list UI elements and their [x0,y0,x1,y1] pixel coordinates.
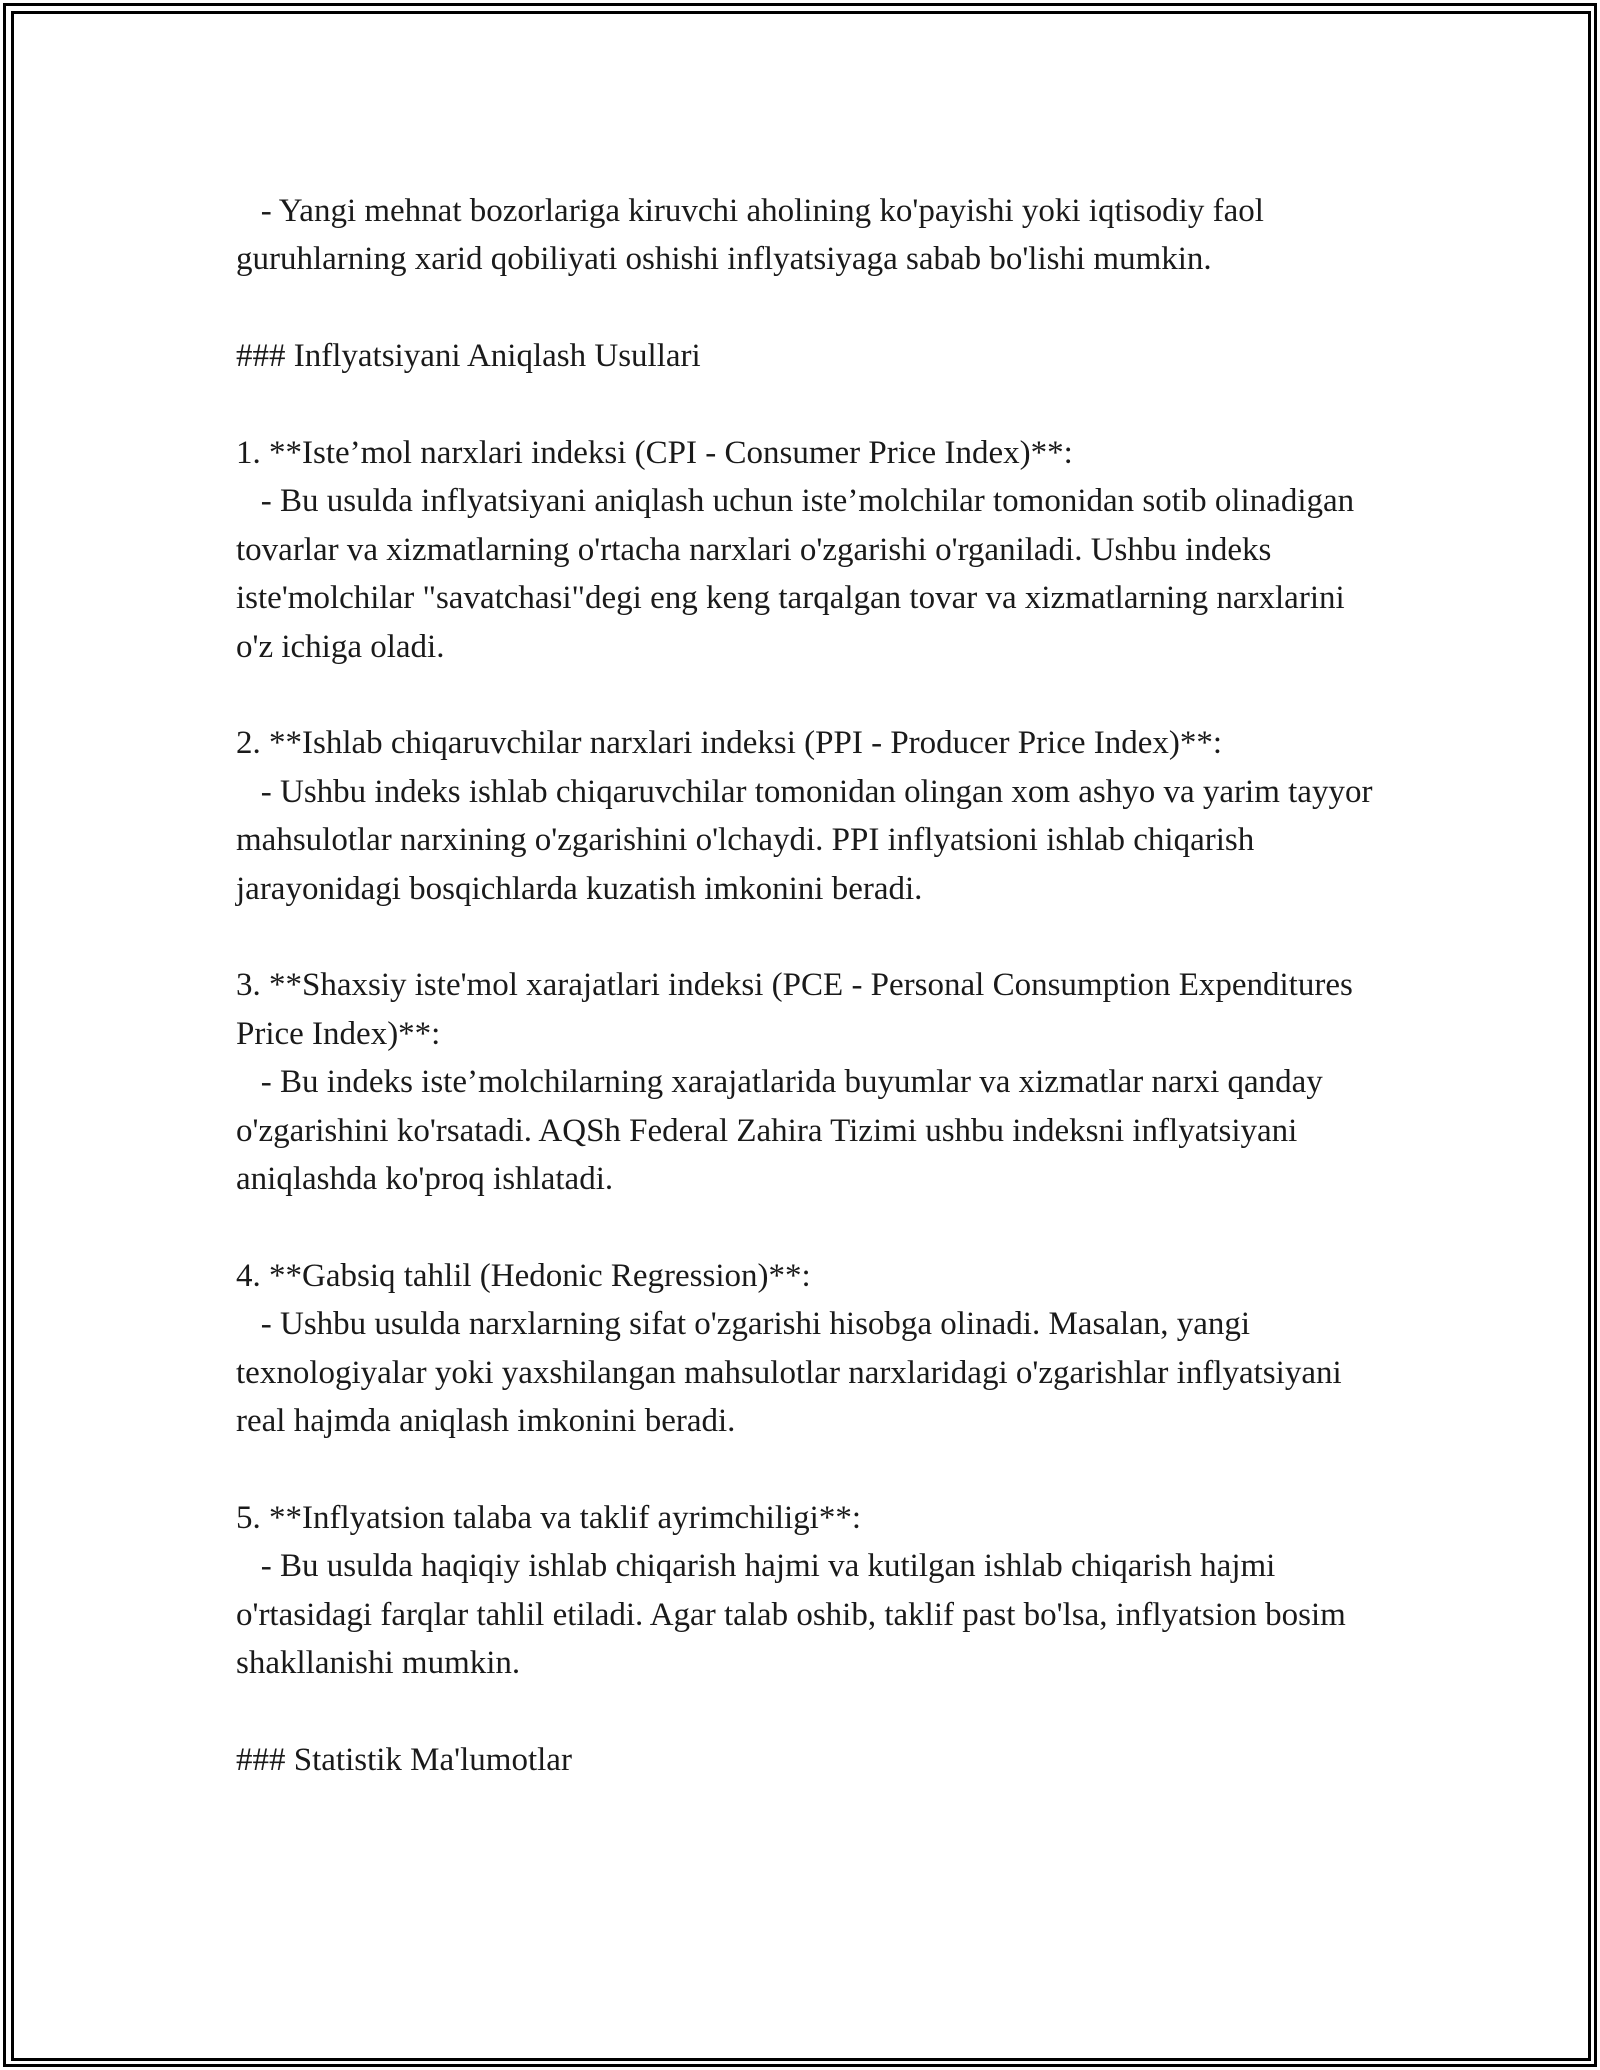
method-item-pce [236,961,1376,1203]
method-description: - Bu usulda haqiqiy ishlab chiqarish hajmi va kutilgan ishlab chiqarish hajmi o'rtasidagi farqlar tahlil etiladi. Agar talab oshib, taklif past bo'lsa, inflyatsion bosim shakllanishi mumkin. [236,1548,1355,1682]
method-title: 2. **Ishlab chiqaruvchilar narxlari indeksi (PPI - Producer Price Index)**: [236,725,1223,762]
method-title: 4. **Gabsiq tahlil (Hedonic Regression)**: [236,1257,811,1294]
method-description: - Ushbu indeks ishlab chiqaruvchilar tomonidan olingan xom ashyo va yarim tayyor mahsulotlar narxining o'zgarishini o'lchaydi. PPI inflyatsioni ishlab chiqarish jarayonidagi bosqichlarda kuzatish imkonini beradi. [236,773,1381,907]
method-title: 3. **Shaxsiy iste'mol xarajatlari indeksi (PCE - Personal Consumption Expenditures Price Index)**: [236,967,1362,1052]
method-item-hedonic [236,1252,1376,1446]
method-title: 5. **Inflyatsion talaba va taklif ayrimchiligi**: [236,1499,862,1536]
method-item-ppi [236,719,1381,913]
method-description: - Bu indeks iste’molchilarning xarajatlarida buyumlar va xizmatlar narxi qanday o'zgarishini ko'rsatadi. AQSh Federal Zahira Tizimi ushbu indeksni inflyatsiyani aniqlashda ko'proq ishlatadi. [236,1064,1332,1198]
method-title: 1. **Iste’mol narxlari indeksi (CPI - Consumer Price Index)**: [236,435,1073,471]
method-item-cpi [236,429,1376,671]
section-heading-methods: ### Inflyatsiyani Aniqlash Usullari [236,338,701,375]
method-item-demand-supply [236,1494,1376,1688]
section-heading-stats: ### Statistik Ma'lumotlar [236,1741,572,1778]
method-description: - Ushbu usulda narxlarning sifat o'zgarishi hisobga olinadi. Masalan, yangi texnologiyalar yoki yaxshilangan mahsulotlar narxlaridagi o'zgarishlar inflyatsiyani real hajmda aniqlash imkonini beradi. [236,1306,1350,1440]
method-description: - Bu usulda inflyatsiyani aniqlash uchun iste’molchilar tomonidan sotib olinadigan tovarlar va xizmatlarning o'rtacha narxlari o'zgarishi o'rganiladi. Ushbu indeks iste'molchilar "savatchasi"degi eng keng tarqalgan tovar va xizmatlarning narxlarini o'z ichiga oladi. [236,483,1363,665]
intro-bullet: - Yangi mehnat bozorlariga kiruvchi aholining ko'payishi yoki iqtisodiy faol guruhlarning xarid qobiliyati oshishi inflyatsiyaga sabab bo'lishi mumkin. [236,193,1273,278]
document-body [236,187,1381,1784]
